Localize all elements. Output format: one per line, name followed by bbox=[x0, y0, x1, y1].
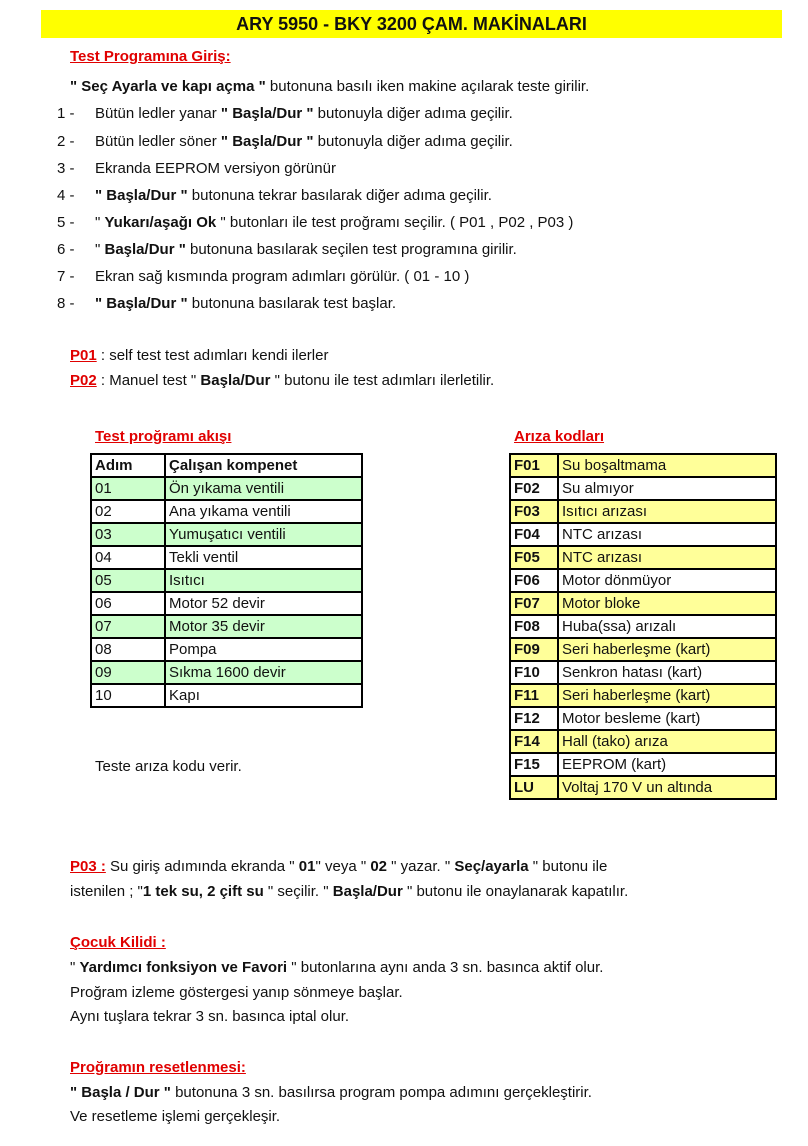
step-bold: " Başla/Dur " bbox=[95, 187, 188, 204]
p03-text-2c: " seçilir. " bbox=[263, 883, 333, 900]
p01-code: P01 bbox=[70, 347, 97, 364]
fault-code-cell: F11 bbox=[510, 684, 558, 707]
step-bold: " Başla/Dur " bbox=[95, 295, 188, 312]
fault-desc-cell: Voltaj 170 V un altında bbox=[558, 776, 776, 799]
step-pre: Bütün ledler yanar bbox=[95, 105, 221, 122]
p02-pre: : Manuel test " bbox=[96, 372, 201, 389]
flow-table-header bbox=[91, 454, 362, 477]
fault-code-cell: F02 bbox=[510, 477, 558, 500]
p03-bold-f: Seç/ayarla bbox=[454, 858, 529, 875]
child-lock-line-3: Aynı tuşlara tekrar 3 sn. basınca iptal olur. bbox=[70, 1008, 350, 1025]
fault-code-cell: F08 bbox=[510, 615, 558, 638]
p03-text-e: " yazar. " bbox=[387, 858, 455, 875]
table-row bbox=[510, 730, 776, 753]
step-cell: 08 bbox=[91, 638, 165, 661]
table-row bbox=[510, 569, 776, 592]
component-cell: Pompa bbox=[165, 638, 362, 661]
p03-line-1 bbox=[70, 858, 607, 875]
step-text bbox=[95, 241, 517, 258]
step-post: " butonları ile test proğramı seçilir. ( P01 , P02 , P03 ) bbox=[216, 214, 574, 231]
component-cell: Yumuşatıcı ventili bbox=[165, 523, 362, 546]
table-row bbox=[91, 569, 362, 592]
title-text: ARY 5950 - BKY 3200 ÇAM. MAKİNALARI bbox=[236, 13, 587, 34]
step-text bbox=[95, 187, 492, 204]
table-row bbox=[91, 546, 362, 569]
p02-post: " butonu ile test adımları ilerletilir. bbox=[270, 372, 495, 389]
table-row bbox=[510, 592, 776, 615]
step-number: 3 - bbox=[57, 160, 75, 177]
fault-code-cell: F01 bbox=[510, 454, 558, 477]
fault-desc-cell: Senkron hatası (kart) bbox=[558, 661, 776, 684]
step-pre: " bbox=[95, 214, 105, 231]
p01-line bbox=[70, 347, 328, 364]
reset-heading: Proğramın resetlenmesi: bbox=[70, 1059, 246, 1076]
component-cell: Isıtıcı bbox=[165, 569, 362, 592]
fault-desc-cell: Su boşaltmama bbox=[558, 454, 776, 477]
component-cell: Sıkma 1600 devir bbox=[165, 661, 362, 684]
table-row bbox=[510, 523, 776, 546]
fault-code-cell: F15 bbox=[510, 753, 558, 776]
fault-code-cell: F04 bbox=[510, 523, 558, 546]
p03-line-2 bbox=[70, 883, 628, 900]
step-post: butonuyla diğer adıma geçilir. bbox=[313, 105, 513, 122]
step-pre: " bbox=[95, 241, 105, 258]
step-pre: Ekran sağ kısmında program adımları görülür. ( 01 - 10 ) bbox=[95, 268, 470, 285]
fault-desc-cell: Motor dönmüyor bbox=[558, 569, 776, 592]
step-number: 4 - bbox=[57, 187, 75, 204]
flow-table bbox=[90, 453, 363, 708]
fault-code-cell: LU bbox=[510, 776, 558, 799]
col-component-header: Çalışan kompenet bbox=[165, 454, 362, 477]
table-row bbox=[91, 615, 362, 638]
intro-rest: butonuna basılı iken makine açılarak teste girilir. bbox=[265, 78, 590, 95]
table-row bbox=[91, 592, 362, 615]
fault-desc-cell: NTC arızası bbox=[558, 546, 776, 569]
step-cell: 04 bbox=[91, 546, 165, 569]
step-number: 2 - bbox=[57, 133, 75, 150]
table-row bbox=[91, 638, 362, 661]
intro-bold: " Seç Ayarla ve kapı açma " bbox=[70, 78, 266, 95]
reset-post: butonuna 3 sn. basılırsa program pompa adımını gerçekleştirir. bbox=[170, 1084, 592, 1101]
step-post: butonuyla diğer adıma geçilir. bbox=[313, 133, 513, 150]
table-row bbox=[510, 638, 776, 661]
p02-code: P02 bbox=[70, 372, 97, 389]
test-entry-intro bbox=[70, 78, 589, 95]
table-row bbox=[91, 500, 362, 523]
fault-code-cell: F06 bbox=[510, 569, 558, 592]
step-cell: 10 bbox=[91, 684, 165, 707]
fault-desc-cell: Huba(ssa) arızalı bbox=[558, 615, 776, 638]
fault-desc-cell: Seri haberleşme (kart) bbox=[558, 638, 776, 661]
step-bold: Başla/Dur " bbox=[104, 241, 186, 258]
table-row bbox=[91, 477, 362, 500]
fault-desc-cell: Motor besleme (kart) bbox=[558, 707, 776, 730]
table-row bbox=[510, 546, 776, 569]
step-text bbox=[95, 105, 513, 122]
table-row bbox=[510, 477, 776, 500]
step-number: 1 - bbox=[57, 105, 75, 122]
step-pre: Bütün ledler söner bbox=[95, 133, 221, 150]
flow-table-heading: Test proğramı akışı bbox=[95, 428, 232, 445]
p03-text-2e: " butonu ile onaylanarak kapatılır. bbox=[402, 883, 629, 900]
table-row bbox=[510, 615, 776, 638]
child-lock-line-2: Proğram izleme göstergesi yanıp sönmeye başlar. bbox=[70, 984, 403, 1001]
p03-text-2a: istenilen ; " bbox=[70, 883, 143, 900]
step-text bbox=[95, 214, 573, 231]
component-cell: Motor 52 devir bbox=[165, 592, 362, 615]
p03-bold-d: 02 bbox=[370, 858, 388, 875]
fault-code-cell: F10 bbox=[510, 661, 558, 684]
component-cell: Ana yıkama ventili bbox=[165, 500, 362, 523]
fault-desc-cell: NTC arızası bbox=[558, 523, 776, 546]
step-bold: " Başla/Dur " bbox=[220, 105, 314, 122]
component-cell: Motor 35 devir bbox=[165, 615, 362, 638]
p03-bold-b: 01 bbox=[298, 858, 316, 875]
step-number: 6 - bbox=[57, 241, 75, 258]
fault-code-cell: F12 bbox=[510, 707, 558, 730]
step-text bbox=[95, 160, 336, 177]
reset-bold: " Başla / Dur " bbox=[70, 1084, 171, 1101]
component-cell: Kapı bbox=[165, 684, 362, 707]
child-lock-line-1 bbox=[70, 959, 603, 976]
p03-text-g: " butonu ile bbox=[528, 858, 608, 875]
table-row bbox=[91, 684, 362, 707]
fault-desc-cell: Isıtıcı arızası bbox=[558, 500, 776, 523]
child-lock-post: " butonlarına aynı anda 3 sn. basınca aktif olur. bbox=[287, 959, 604, 976]
step-cell: 06 bbox=[91, 592, 165, 615]
fault-desc-cell: Seri haberleşme (kart) bbox=[558, 684, 776, 707]
step-number: 5 - bbox=[57, 214, 75, 231]
table-row bbox=[510, 753, 776, 776]
fault-desc-cell: Hall (tako) arıza bbox=[558, 730, 776, 753]
step-cell: 09 bbox=[91, 661, 165, 684]
table-row bbox=[510, 454, 776, 477]
p03-bold-2b: 1 tek su, 2 çift su bbox=[142, 883, 264, 900]
step-post: butonuna basılarak seçilen test programına girilir. bbox=[185, 241, 517, 258]
step-post: butonuna tekrar basılarak diğer adıma geçilir. bbox=[187, 187, 492, 204]
table-row bbox=[510, 500, 776, 523]
step-post: butonuna basılarak test başlar. bbox=[187, 295, 397, 312]
step-cell: 05 bbox=[91, 569, 165, 592]
p02-bold: Başla/Dur bbox=[200, 372, 271, 389]
fault-table-heading: Arıza kodları bbox=[514, 428, 605, 445]
step-number: 7 - bbox=[57, 268, 75, 285]
step-text bbox=[95, 133, 513, 150]
p03-bold-2d: Başla/Dur bbox=[332, 883, 403, 900]
step-text bbox=[95, 268, 469, 285]
table-row bbox=[510, 776, 776, 799]
page-title bbox=[41, 10, 782, 38]
table-row bbox=[510, 684, 776, 707]
step-cell: 02 bbox=[91, 500, 165, 523]
p02-line bbox=[70, 372, 494, 389]
p03-text-c: " veya " bbox=[315, 858, 371, 875]
fault-code-cell: F09 bbox=[510, 638, 558, 661]
fault-code-cell: F07 bbox=[510, 592, 558, 615]
step-number: 8 - bbox=[57, 295, 75, 312]
component-cell: Ön yıkama ventili bbox=[165, 477, 362, 500]
step-bold: Yukarı/aşağı Ok bbox=[104, 214, 217, 231]
step-cell: 03 bbox=[91, 523, 165, 546]
table-row bbox=[510, 661, 776, 684]
fault-table bbox=[509, 453, 777, 800]
child-lock-bold: Yardımcı fonksiyon ve Favori bbox=[79, 959, 288, 976]
fault-desc-cell: Motor bloke bbox=[558, 592, 776, 615]
fault-code-cell: F14 bbox=[510, 730, 558, 753]
reset-line-2: Ve resetleme işlemi gerçekleşir. bbox=[70, 1108, 281, 1125]
step-bold: " Başla/Dur " bbox=[220, 133, 314, 150]
step-cell: 01 bbox=[91, 477, 165, 500]
reset-line-1 bbox=[70, 1084, 592, 1101]
child-lock-heading: Çocuk Kilidi : bbox=[70, 934, 166, 951]
fault-code-cell: F03 bbox=[510, 500, 558, 523]
flow-note: Teste arıza kodu verir. bbox=[95, 758, 242, 775]
step-pre: Ekranda EEPROM versiyon görünür bbox=[95, 160, 336, 177]
child-lock-pre: " bbox=[70, 959, 80, 976]
fault-desc-cell: EEPROM (kart) bbox=[558, 753, 776, 776]
component-cell: Tekli ventil bbox=[165, 546, 362, 569]
step-text bbox=[95, 295, 396, 312]
test-entry-heading: Test Programına Giriş: bbox=[70, 48, 231, 65]
p03-code: P03 : bbox=[70, 858, 106, 875]
table-row bbox=[91, 523, 362, 546]
fault-desc-cell: Su almıyor bbox=[558, 477, 776, 500]
step-cell: 07 bbox=[91, 615, 165, 638]
p01-text: : self test test adımları kendi ilerler bbox=[96, 347, 329, 364]
p03-text-a: Su giriş adımında ekranda " bbox=[105, 858, 299, 875]
col-step-header: Adım bbox=[91, 454, 165, 477]
table-row bbox=[510, 707, 776, 730]
table-row bbox=[91, 661, 362, 684]
fault-code-cell: F05 bbox=[510, 546, 558, 569]
